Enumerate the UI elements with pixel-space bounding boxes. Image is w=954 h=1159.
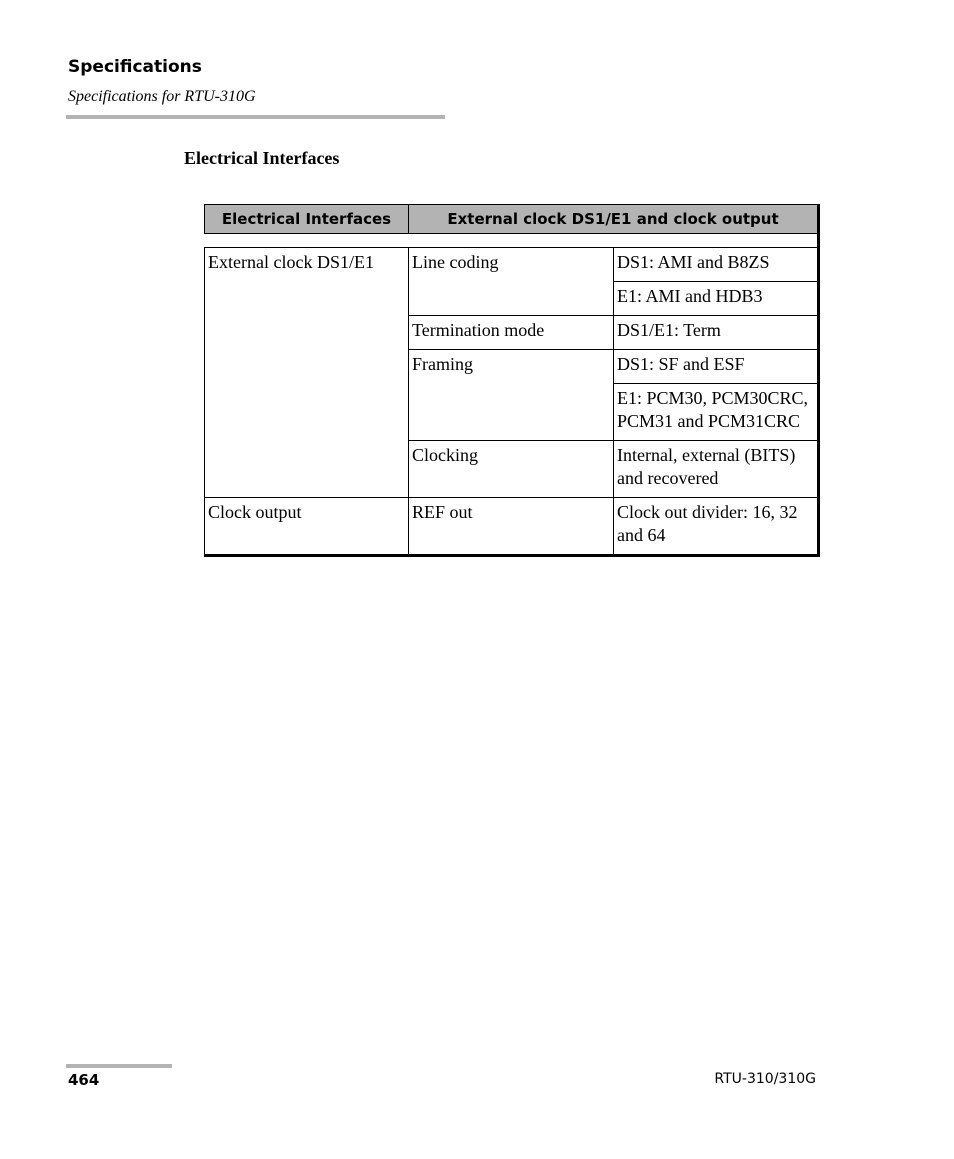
section-subtitle: Specifications for RTU-310G xyxy=(68,88,256,105)
value-line-coding-ds1: DS1: AMI and B8ZS xyxy=(614,248,819,282)
param-line-coding: Line coding xyxy=(409,248,614,316)
table-header-row xyxy=(205,205,819,234)
header-rule xyxy=(66,115,445,119)
column-header-external-clock: External clock DS1/E1 and clock output xyxy=(409,205,819,234)
value-framing-e1: E1: PCM30, PCM30CRC, PCM31 and PCM31CRC xyxy=(614,384,819,441)
row-label-clock-output: Clock output xyxy=(205,498,409,556)
section-heading: Electrical Interfaces xyxy=(184,148,340,168)
param-clocking: Clocking xyxy=(409,441,614,498)
chapter-title: Specifications xyxy=(68,57,202,77)
row-label-external-clock: External clock DS1/E1 xyxy=(205,248,409,498)
value-termination-mode: DS1/E1: Term xyxy=(614,316,819,350)
param-framing: Framing xyxy=(409,350,614,441)
table-row xyxy=(205,248,819,282)
value-line-coding-e1: E1: AMI and HDB3 xyxy=(614,282,819,316)
value-framing-ds1: DS1: SF and ESF xyxy=(614,350,819,384)
value-ref-out: Clock out divider: 16, 32 and 64 xyxy=(614,498,819,556)
footer-rule xyxy=(66,1064,172,1068)
value-clocking: Internal, external (BITS) and recovered xyxy=(614,441,819,498)
product-name: RTU-310/310G xyxy=(714,1071,816,1087)
column-header-electrical-interfaces: Electrical Interfaces xyxy=(205,205,409,234)
param-termination-mode: Termination mode xyxy=(409,316,614,350)
header-spacer-row xyxy=(205,234,819,248)
param-ref-out: REF out xyxy=(409,498,614,556)
spec-table xyxy=(204,204,820,557)
page-number: 464 xyxy=(68,1071,100,1089)
table-row xyxy=(205,498,819,556)
